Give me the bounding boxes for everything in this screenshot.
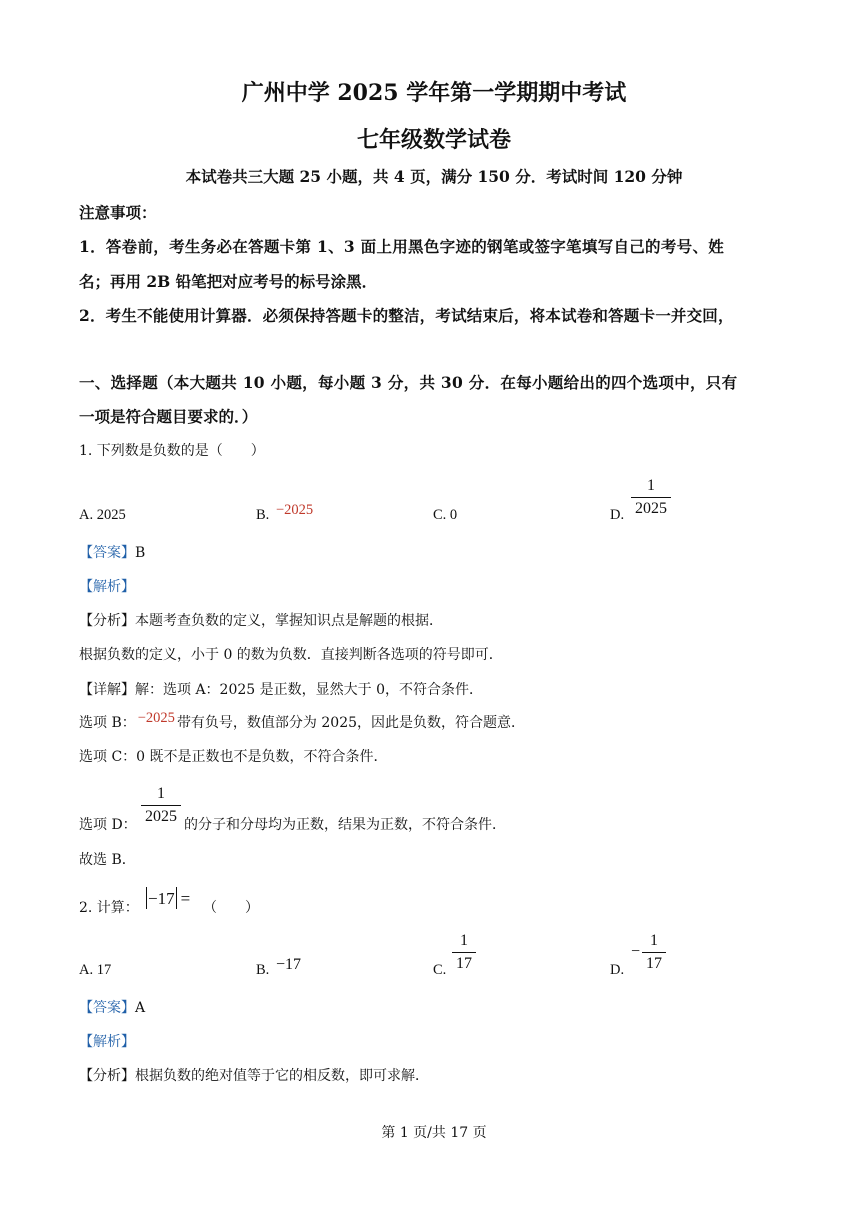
fraction-bar: [631, 497, 671, 498]
q1-option-d-label: D.: [610, 507, 625, 523]
section-1-heading-line-2: 一项是符合题目要求的．）: [79, 407, 258, 426]
fraction-denominator: 17: [456, 955, 472, 972]
option-b-value: −2025: [137, 710, 175, 726]
notice-item-2: 2．考生不能使用计算器．必须保持答题卡的整洁，考试结束后，将本试卷和答题卡一并交回，: [79, 306, 734, 325]
q1-option-b-label: B.: [256, 507, 270, 523]
q2-analysis-tag: 【解析】: [79, 1034, 135, 1050]
q1-xiangjie: [79, 679, 483, 699]
q2-option-a: A. 17: [79, 962, 112, 978]
q1-option-d-fraction: [631, 476, 671, 519]
fraction-bar: [141, 805, 181, 806]
page-number: 第 1 页/共 17 页: [381, 1125, 487, 1141]
exam-info: 本试卷共三大题 25 小题，共 4 页，满分 150 分．考试时间 120 分钟: [185, 167, 683, 186]
section-1-heading-line-1: 一、选择题（本大题共 10 小题，每小题 3 分，共 30 分．在每小题给出的四个选项中，只有: [79, 373, 738, 392]
option-b-prefix: 选项 B：: [79, 715, 136, 731]
fraction-numerator: 1: [647, 477, 655, 494]
fraction-bar: [642, 952, 666, 953]
fraction-denominator: 2025: [635, 500, 667, 517]
q2-option-c-fraction: [452, 931, 476, 974]
q1-option-d-prefix: 选项 D：: [79, 817, 137, 833]
q1-option-a: A. 2025: [79, 507, 126, 523]
answer-value: B: [135, 545, 146, 561]
q2-option-d-sign: −: [631, 943, 641, 960]
q2-option-d-label: D.: [610, 962, 625, 978]
fraction-bar: [452, 952, 476, 953]
q1-option-b-value: −2025: [276, 502, 314, 518]
exam-title: 广州中学 2025 学年第一学期期中考试: [241, 80, 627, 106]
fraction-numerator: 1: [650, 932, 658, 949]
q1-option-c: C. 0: [433, 507, 458, 523]
q2-option-b-label: B.: [256, 962, 270, 978]
abs-inner: −17: [148, 889, 175, 908]
q1-option-c-explanation: 选项 C：0 既不是正数也不是负数，不符合条件．: [79, 749, 388, 765]
fraction-denominator: 2025: [145, 808, 177, 825]
q1-stem: 1. 下列数是负数的是（ ）: [79, 443, 265, 459]
q2-stem-prefix: 2. 计算：: [79, 900, 139, 916]
abs-bar-right: [176, 887, 177, 909]
fraction-denominator: 17: [646, 955, 662, 972]
q1-fenxi: [79, 610, 443, 630]
xiangjie-text: 解：选项 A：2025 是正数，显然大于 0，不符合条件．: [135, 682, 483, 698]
q2-answer-blank: （ ）: [203, 900, 259, 916]
fraction-numerator: 1: [157, 785, 165, 802]
fenxi-tag: 【分析】: [79, 613, 135, 629]
q1-option-d-explanation: 的分子和分母均为正数，结果为正数，不符合条件．: [184, 817, 506, 833]
fenxi-text: 本题考查负数的定义，掌握知识点是解题的根据．: [135, 613, 443, 629]
xiangjie-tag: 【详解】: [79, 682, 135, 698]
q2-option-c-label: C.: [433, 962, 447, 978]
q1-answer: [79, 542, 145, 562]
q1-analysis-tag: 【解析】: [79, 579, 135, 595]
q2-answer: [79, 997, 145, 1017]
exam-subtitle: 七年级数学试卷: [356, 127, 511, 153]
q1-option-b-explanation: [79, 712, 525, 732]
answer-value: A: [135, 1000, 146, 1016]
notice-item-1-line-1: 1．答卷前，考生务必在答题卡第 1、3 面上用黑色字迹的钢笔或签字笔填写自己的考号、姓: [79, 237, 725, 256]
answer-tag: 【答案】: [79, 545, 135, 561]
fenxi-tag: 【分析】: [79, 1068, 135, 1084]
equals-sign: =: [180, 889, 191, 908]
q2-absolute-value-expression: [145, 887, 190, 909]
answer-tag: 【答案】: [79, 1000, 135, 1016]
notice-item-1-line-2: 名；再用 2B 铅笔把对应考号的标号涂黑．: [79, 272, 378, 291]
q1-option-d-explanation-fraction: [141, 784, 181, 827]
q2-option-b-value: −17: [276, 956, 302, 973]
q1-definition-line: 根据负数的定义，小于 0 的数为负数．直接判断各选项的符号即可．: [79, 647, 503, 663]
q2-fenxi: [79, 1065, 429, 1085]
abs-bar-left: [146, 887, 147, 909]
fraction-numerator: 1: [460, 932, 468, 949]
option-b-text: 带有负号，数值部分为 2025，因此是负数，符合题意．: [176, 715, 526, 731]
notice-heading: 注意事项：: [79, 203, 157, 222]
fenxi-text: 根据负数的绝对值等于它的相反数，即可求解．: [135, 1068, 429, 1084]
q1-conclusion: 故选 B．: [79, 852, 136, 868]
q2-option-d-fraction: [642, 931, 666, 974]
